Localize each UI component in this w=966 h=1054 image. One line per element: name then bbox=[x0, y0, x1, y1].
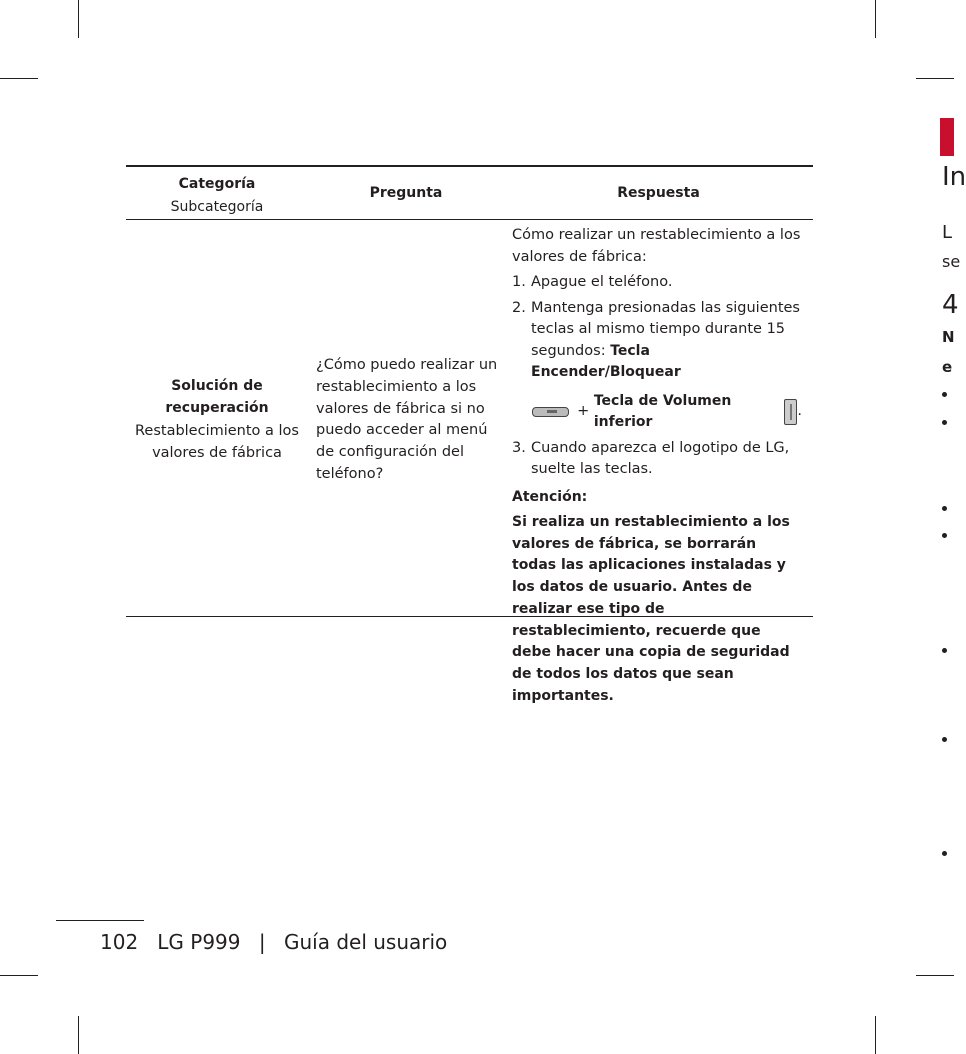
header-category-label: Categoría bbox=[178, 176, 256, 192]
crop-mark bbox=[0, 975, 38, 976]
row-question: ¿Cómo puedo realizar un restablecimiento a los valores de fábrica si no puedo acceder al menú de configuración del teléfono? bbox=[316, 357, 498, 482]
step-text-wrap bbox=[531, 298, 802, 384]
edge-text: L bbox=[942, 222, 953, 243]
answer-intro: Cómo realizar un restablecimiento a los valores de fábrica: bbox=[512, 227, 801, 265]
edge-bullet bbox=[942, 648, 947, 653]
step-end-period: . bbox=[797, 403, 802, 420]
row-subcategory: Restablecimiento a los valores de fábrica bbox=[134, 423, 299, 461]
header-question: Pregunta bbox=[369, 185, 443, 201]
warning-title: Atención: bbox=[512, 488, 588, 505]
header-subcategory-label: Subcategoría bbox=[170, 199, 264, 215]
table-top-rule bbox=[126, 165, 813, 167]
edge-text: se bbox=[942, 252, 961, 271]
footer-rule bbox=[56, 920, 144, 921]
edge-bullet bbox=[942, 533, 947, 538]
crop-mark bbox=[78, 1016, 79, 1054]
model-name: LG P999 bbox=[157, 930, 241, 954]
edge-bullet bbox=[942, 506, 947, 511]
edge-text: N bbox=[942, 328, 955, 346]
edge-bullet bbox=[942, 851, 947, 856]
edge-bullet bbox=[942, 420, 947, 425]
crop-mark bbox=[875, 0, 876, 38]
step-number: 1. bbox=[512, 274, 526, 290]
guide-title: Guía del usuario bbox=[283, 930, 448, 954]
row-category: Solución de recuperación bbox=[165, 378, 269, 416]
page-number: 102 bbox=[100, 930, 139, 954]
step-number: 3. bbox=[512, 439, 526, 456]
edge-bullet bbox=[942, 737, 947, 742]
answer-step-2-keys bbox=[531, 391, 802, 434]
power-lock-key-icon bbox=[532, 407, 569, 417]
edge-text: e bbox=[942, 358, 953, 376]
row-answer-cell bbox=[512, 225, 802, 707]
crop-mark bbox=[0, 78, 38, 79]
edge-heading: In bbox=[942, 162, 966, 192]
volume-down-key-label: Tecla de Volumen inferior bbox=[593, 392, 732, 430]
edge-bullet bbox=[942, 392, 947, 397]
footer-separator: | bbox=[258, 930, 266, 954]
page-footer bbox=[100, 928, 447, 956]
row-category-cell bbox=[126, 375, 308, 464]
crop-mark bbox=[78, 0, 79, 38]
answer-step-2 bbox=[512, 298, 802, 384]
answer-step-1 bbox=[512, 272, 802, 294]
step-number: 2. bbox=[512, 299, 526, 316]
crop-mark bbox=[875, 1016, 876, 1054]
crop-mark bbox=[916, 78, 954, 79]
volume-key-icon bbox=[784, 399, 797, 425]
table-header-rule bbox=[126, 219, 813, 220]
header-answer: Respuesta bbox=[617, 185, 700, 201]
power-lock-key-label: Tecla Encender/Bloquear bbox=[531, 342, 681, 380]
section-tab bbox=[940, 118, 954, 156]
answer-step-3 bbox=[512, 438, 802, 481]
edge-icon-glyph: 4 bbox=[942, 290, 959, 320]
step-text: Cuando aparezca el logotipo de LG, suelte las teclas. bbox=[531, 439, 790, 477]
warning-body: Si realiza un restablecimiento a los valores de fábrica, se borrarán todas las aplicaciones instaladas y los datos de usuario. Antes de realizar ese tipo de restablecimiento, recuerde que debe hacer una copia de seguridad de todos los datos que sean importantes. bbox=[512, 514, 790, 704]
next-page-edge bbox=[940, 118, 966, 878]
crop-mark bbox=[916, 975, 954, 976]
header-category bbox=[126, 173, 308, 219]
step-text: Apague el teléfono. bbox=[531, 274, 673, 290]
plus-sign: + bbox=[577, 403, 590, 420]
step-text: Mantenga presionadas las siguientes teclas al mismo tiempo durante 15 segundos: bbox=[531, 299, 800, 359]
